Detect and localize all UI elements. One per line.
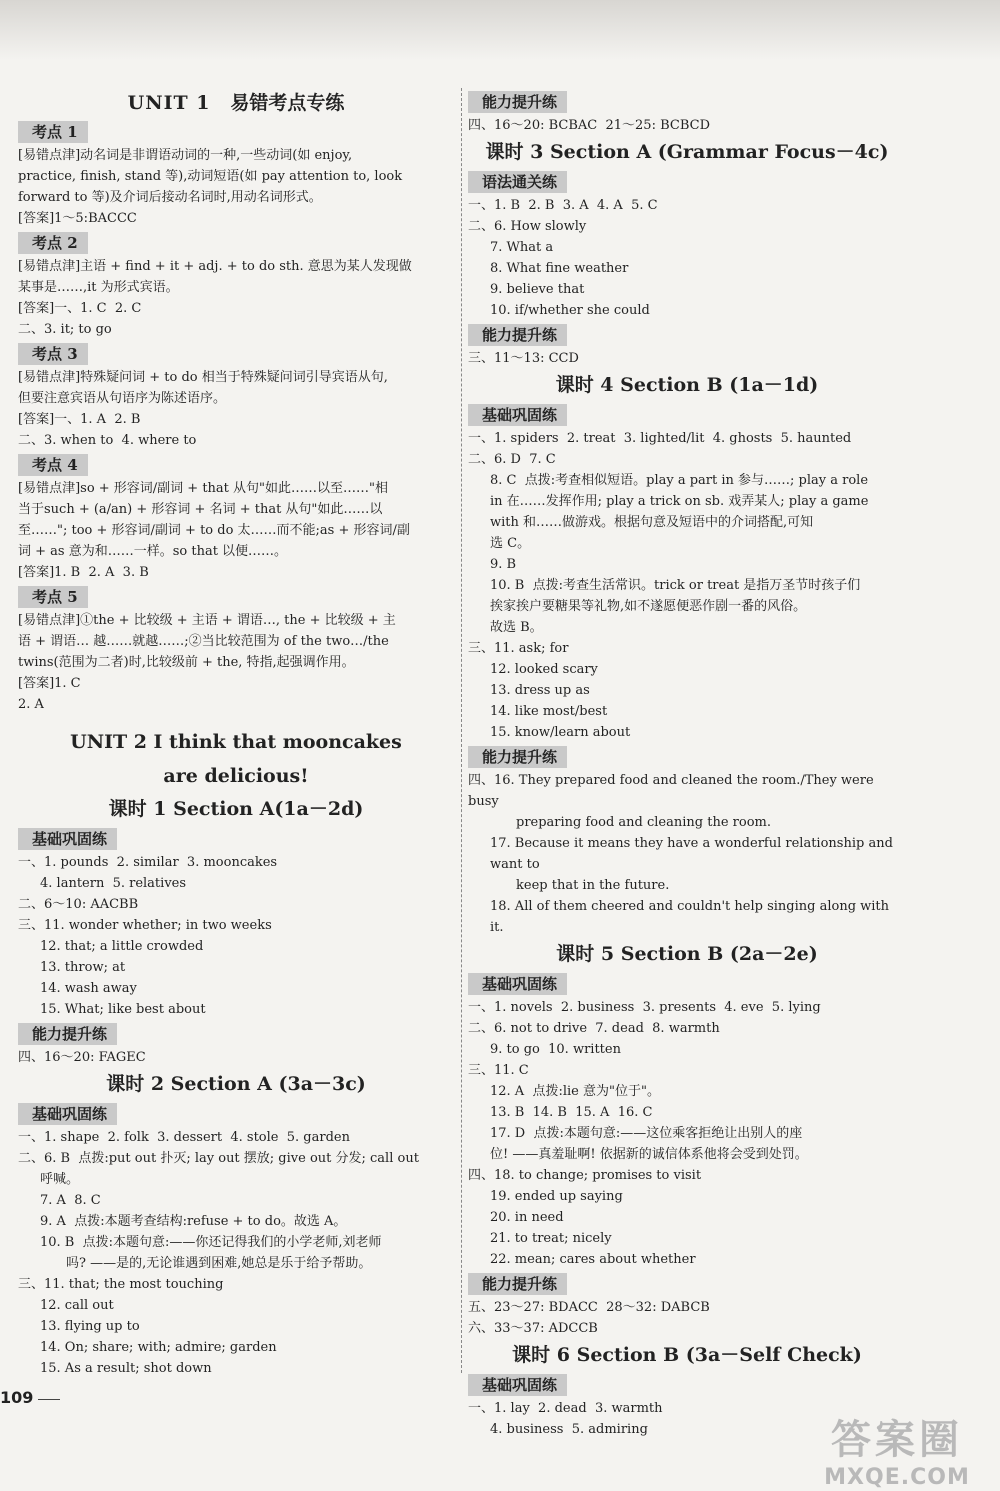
kd5-line: twins(范围为二者)时,比较级前 + the, 特指,起强调作用。 <box>18 655 355 670</box>
kd2-line: [易错点津]主语 + find + it + adj. + to do sth. 意思为某人发现做 <box>18 259 412 274</box>
lesson-4-title: 课时 4 Section B (1a－1d) <box>555 374 819 396</box>
answer-line: 14. like most/best <box>490 704 608 719</box>
kaodian-3-tag: 考点 3 <box>18 343 88 365</box>
kaodian-5 <box>18 583 454 715</box>
kaodian-1 <box>18 118 454 229</box>
lesson-4-advanced-tag: 能力提升练 <box>468 746 567 768</box>
lesson-3-grammar-tag: 语法通关练 <box>468 171 567 193</box>
answer-line: 8. What fine weather <box>490 261 629 276</box>
kd3-answer: [答案]一、1. A 2. B <box>18 412 141 427</box>
lesson-2-basic-tag: 基础巩固练 <box>18 1103 117 1125</box>
answer-line: 选 C。 <box>490 536 531 551</box>
answer-line: 10. if/whether she could <box>490 303 650 318</box>
answer-line: 10. B 点拨:本题句意:——你还记得我们的小学老师,刘老师 <box>40 1235 382 1250</box>
answer-line: 4. lantern 5. relatives <box>40 876 187 891</box>
kaodian-3 <box>18 340 454 451</box>
unit1-prefix: UNIT 1 <box>127 92 211 114</box>
answer-line: 10. B 点拨:考查生活常识。trick or treat 是指万圣节时孩子们 <box>490 578 861 593</box>
kd4-line: [易错点津]so + 形容词/副词 + that 从句"如此……以至……"相 <box>18 481 388 496</box>
answer-line: 故选 B。 <box>490 620 543 635</box>
page-number-rule <box>38 1399 60 1400</box>
answer-line: 13. B 14. B 15. A 16. C <box>490 1105 653 1120</box>
kd5-line: [易错点津]①the + 比较级 + 主语 + 谓语…, the + 比较级 + 主 <box>18 613 396 628</box>
answer-line: 位! ——真羞耻啊! 依据新的诚信体系他将会受到处罚。 <box>490 1147 808 1162</box>
lesson-5-basic-tag: 基础巩固练 <box>468 973 567 995</box>
kaodian-5-tag: 考点 5 <box>18 586 88 608</box>
answer-line: preparing food and cleaning the room. <box>516 815 771 830</box>
unit2-title-line1: UNIT 2 I think that mooncakes <box>70 731 402 753</box>
answer-line: 7. A 8. C <box>40 1193 101 1208</box>
kd3-line: [易错点津]特殊疑问词 + to do 相当于特殊疑问词引导宾语从句, <box>18 370 388 385</box>
answer-line: 13. flying up to <box>40 1319 140 1334</box>
answer-line: 18. All of them cheered and couldn't help singing along with it. <box>490 899 894 935</box>
answer-line: 17. D 点拨:本题句意:——这位乘客拒绝让出别人的座 <box>490 1126 803 1141</box>
left-column <box>18 88 454 1379</box>
answer-line: 二、6. How slowly <box>468 219 587 234</box>
answer-line: 9. to go 10. written <box>490 1042 621 1057</box>
kd5-line: 语 + 谓语… 越……就越……;②当比较范围为 of the two…/the <box>18 634 389 649</box>
answer-line: 4. business 5. admiring <box>490 1422 648 1437</box>
lesson-3-title: 课时 3 Section A (Grammar Focus－4c) <box>485 141 889 163</box>
answer-line: 9. believe that <box>490 282 585 297</box>
kd5-answer: [答案]1. C <box>18 676 81 691</box>
answer-line: 四、16～20: BCBAC 21～25: BCBCD <box>468 118 710 133</box>
answer-line: 12. that; a little crowded <box>40 939 204 954</box>
kaodian-4 <box>18 451 454 583</box>
right-column <box>468 88 906 1440</box>
answer-line: 二、6. not to drive 7. dead 8. warmth <box>468 1021 720 1036</box>
answer-line: 20. in need <box>490 1210 564 1225</box>
answer-line: 吗? ——是的,无论谁遇到困难,她总是乐于给予帮助。 <box>66 1256 372 1271</box>
answer-line: 12. A 点拨:lie 意为"位于"。 <box>490 1084 660 1099</box>
answer-line: 一、1. spiders 2. treat 3. lighted/lit 4. ghosts 5. haunted <box>468 431 852 446</box>
answer-line: 五、23～27: BDACC 28～32: DABCB <box>468 1300 710 1315</box>
kd4-line: 词 + as 意为和……一样。so that 以便……。 <box>18 544 288 559</box>
kd3-line: 但要注意宾语从句语序为陈述语序。 <box>18 391 227 406</box>
answer-line: 二、6～10: AACBB <box>18 897 139 912</box>
answer-line: in 在……发挥作用; play a trick on sb. 戏弄某人; play a game <box>490 494 869 509</box>
kd5-answer: 2. A <box>18 697 44 712</box>
answer-line: 一、1. pounds 2. similar 3. mooncakes <box>18 855 278 870</box>
top-scan-band <box>0 0 1000 60</box>
lesson-1-basic-tag: 基础巩固练 <box>18 828 117 850</box>
lesson-1-advanced-tag: 能力提升练 <box>18 1023 117 1045</box>
watermark-logo-text: 答案圈 <box>831 1417 963 1463</box>
kd3-answer: 二、3. when to 4. where to <box>18 433 197 448</box>
unit1-heading: 易错考点专练 <box>230 92 345 114</box>
answer-line: 挨家挨户要糖果等礼物,如不遂愿便恶作剧一番的风俗。 <box>490 599 807 614</box>
answer-line: 二、6. D 7. C <box>468 452 556 467</box>
answer-line: 8. C 点拨:考查相似短语。play a part in 参与……; play a role <box>490 473 869 488</box>
site-watermark <box>802 1408 992 1490</box>
answer-line: 三、11. ask; for <box>468 641 569 656</box>
kaodian-1-tag: 考点 1 <box>18 121 88 143</box>
lesson-6-basic-tag: 基础巩固练 <box>468 1374 567 1396</box>
top-advanced-tag: 能力提升练 <box>468 91 567 113</box>
kd1-line: practice, finish, stand 等),动词短语(如 pay attention to, look <box>18 169 403 184</box>
answer-line: 15. know/learn about <box>490 725 631 740</box>
column-divider <box>461 88 462 1373</box>
answer-line: 一、1. novels 2. business 3. presents 4. eve 5. lying <box>468 1000 821 1015</box>
answer-line: 22. mean; cares about whether <box>490 1252 696 1267</box>
answer-line: with 和……做游戏。根据句意及短语中的介词搭配,可知 <box>490 515 814 530</box>
answer-line: 四、18. to change; promises to visit <box>468 1168 702 1183</box>
answer-line: 一、1. shape 2. folk 3. dessert 4. stole 5. garden <box>18 1130 350 1145</box>
answer-line: 9. A 点拨:本题考查结构:refuse + to do。故选 A。 <box>40 1214 347 1229</box>
kd1-answer: [答案]1～5:BACCC <box>18 211 137 226</box>
kd4-line: 当于such + (a/an) + 形容词 + 名词 + that 从句"如此……以 <box>18 502 383 517</box>
answer-line: 一、1. lay 2. dead 3. warmth <box>468 1401 663 1416</box>
unit1-title <box>18 88 454 118</box>
kaodian-4-tag: 考点 4 <box>18 454 88 476</box>
answer-line: 四、16. They prepared food and cleaned the room./They were busy <box>468 773 878 809</box>
answer-line: 呼喊。 <box>40 1172 80 1187</box>
lesson-6-title: 课时 6 Section B (3a－Self Check) <box>512 1344 862 1366</box>
unit2-title-line2: are delicious! <box>163 765 309 787</box>
lesson-3-advanced-tag: 能力提升练 <box>468 324 567 346</box>
answer-line: 14. On; share; with; admire; garden <box>40 1340 277 1355</box>
answer-line: 13. dress up as <box>490 683 590 698</box>
answer-line: 15. As a result; shot down <box>40 1361 212 1376</box>
answer-line: 三、11～13: CCD <box>468 351 579 366</box>
answer-line: 一、1. B 2. B 3. A 4. A 5. C <box>468 198 658 213</box>
answer-line: 三、11. C <box>468 1063 529 1078</box>
answer-line: keep that in the future. <box>516 878 670 893</box>
answer-line: 21. to treat; nicely <box>490 1231 612 1246</box>
answer-line: 15. What; like best about <box>40 1002 206 1017</box>
answer-line: 三、11. wonder whether; in two weeks <box>18 918 272 933</box>
kd2-line: 某事是……,it 为形式宾语。 <box>18 280 179 295</box>
answer-line: 二、6. B 点拨:put out 扑灭; lay out 摆放; give out 分发; call out <box>18 1151 419 1166</box>
answer-line: 14. wash away <box>40 981 137 996</box>
answer-line: 13. throw; at <box>40 960 126 975</box>
kd4-line: 至……"; too + 形容词/副词 + to do 太……而不能;as + 形容词/副 <box>18 523 410 538</box>
answer-line: 7. What a <box>490 240 554 255</box>
lesson-5-title: 课时 5 Section B (2a－2e) <box>556 943 818 965</box>
answer-line: 9. B <box>490 557 517 572</box>
kd1-line: forward to 等)及介词后接动名词时,用动名词形式。 <box>18 190 322 205</box>
kaodian-2 <box>18 229 454 340</box>
answer-line: 三、11. that; the most touching <box>18 1277 224 1292</box>
answer-line: 四、16～20: FAGEC <box>18 1050 146 1065</box>
lesson-1-title: 课时 1 Section A(1a－2d) <box>108 798 364 820</box>
answer-line: 12. call out <box>40 1298 114 1313</box>
answer-line: 六、33～37: ADCCB <box>468 1321 598 1336</box>
lesson-5-advanced-tag: 能力提升练 <box>468 1273 567 1295</box>
kaodian-2-tag: 考点 2 <box>18 232 88 254</box>
answer-line: 19. ended up saying <box>490 1189 623 1204</box>
lesson-2-title: 课时 2 Section A (3a－3c) <box>106 1073 366 1095</box>
kd2-answer: [答案]一、1. C 2. C <box>18 301 142 316</box>
kd2-answer: 二、3. it; to go <box>18 322 112 337</box>
watermark-url: MXQE.COM <box>824 1465 970 1490</box>
answer-line: 12. looked scary <box>490 662 598 677</box>
page-number: 109 <box>0 1388 34 1407</box>
lesson-4-basic-tag: 基础巩固练 <box>468 404 567 426</box>
answer-line: 17. Because it means they have a wonderful relationship and want to <box>490 836 898 872</box>
kd4-answer: [答案]1. B 2. A 3. B <box>18 565 149 580</box>
kd1-line: [易错点津]动名词是非谓语动词的一种,一些动词(如 enjoy, <box>18 148 353 163</box>
